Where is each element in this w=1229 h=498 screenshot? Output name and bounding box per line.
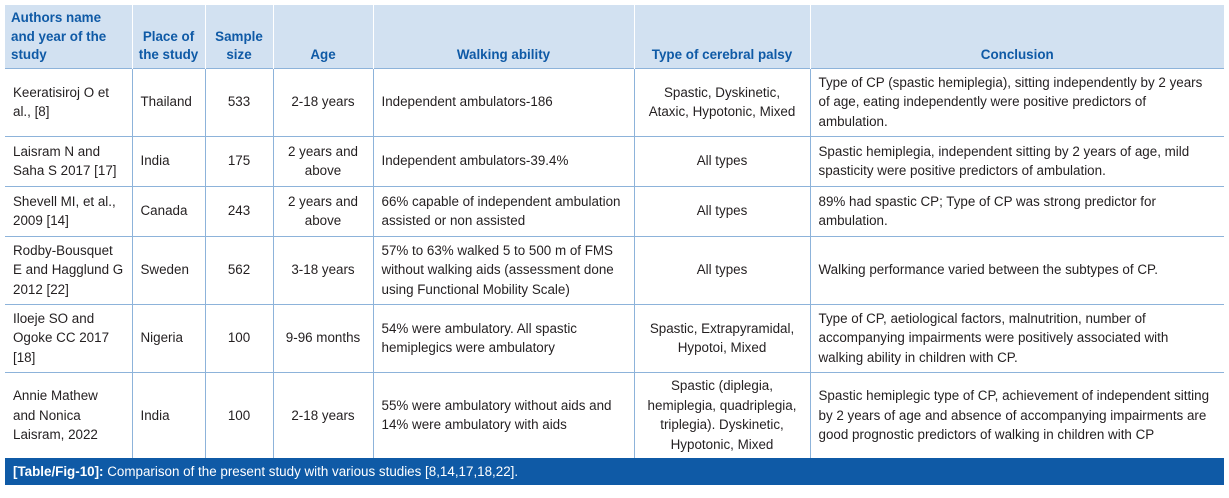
cell-age: 2-18 years xyxy=(273,68,373,136)
cell-walking-ability: 66% capable of independent ambulation assisted or non assisted xyxy=(373,186,634,236)
header-age: Age xyxy=(273,5,373,68)
cell-age: 2-18 years xyxy=(273,372,373,458)
cell-cp-type: All types xyxy=(634,236,810,304)
cell-conclusion: Spastic hemiplegic type of CP, achievement of independent sitting by 2 years of age and absence of accompanying impairments are good prognostic predictors of walking in children with CP xyxy=(810,372,1224,458)
cell-walking-ability: 55% were ambulatory without aids and 14% were ambulatory with aids xyxy=(373,372,634,458)
table-figure xyxy=(5,5,1224,485)
header-place: Place of the study xyxy=(132,5,205,68)
table-header-row xyxy=(5,5,1224,68)
cell-place: Sweden xyxy=(132,236,205,304)
cell-authors: Laisram N and Saha S 2017 [17] xyxy=(5,136,132,186)
table-caption xyxy=(5,458,1224,485)
cell-age: 9-96 months xyxy=(273,304,373,372)
table-row xyxy=(5,68,1224,136)
cell-walking-ability: 57% to 63% walked 5 to 500 m of FMS without walking aids (assessment done using Functional Mobility Scale) xyxy=(373,236,634,304)
cell-conclusion: 89% had spastic CP; Type of CP was strong predictor for ambulation. xyxy=(810,186,1224,236)
cell-walking-ability: Independent ambulators-186 xyxy=(373,68,634,136)
caption-label: [Table/Fig-10]: xyxy=(13,464,104,479)
table-row xyxy=(5,186,1224,236)
cell-place: India xyxy=(132,372,205,458)
cell-age: 3-18 years xyxy=(273,236,373,304)
cell-walking-ability: Independent ambulators-39.4% xyxy=(373,136,634,186)
cell-cp-type: All types xyxy=(634,136,810,186)
header-walking-ability: Walking ability xyxy=(373,5,634,68)
cell-conclusion: Walking performance varied between the subtypes of CP. xyxy=(810,236,1224,304)
header-conclusion: Conclusion xyxy=(810,5,1224,68)
header-authors: Authors name and year of the study xyxy=(5,5,132,68)
cell-authors: Shevell MI, et al., 2009 [14] xyxy=(5,186,132,236)
header-cp-type: Type of cerebral palsy xyxy=(634,5,810,68)
cell-authors: Keeratisiroj O et al., [8] xyxy=(5,68,132,136)
cell-place: India xyxy=(132,136,205,186)
cell-authors: Rodby-Bousquet E and Hagglund G 2012 [22] xyxy=(5,236,132,304)
table-row xyxy=(5,236,1224,304)
cell-sample-size: 562 xyxy=(205,236,273,304)
table-row xyxy=(5,136,1224,186)
cell-age: 2 years and above xyxy=(273,136,373,186)
cell-conclusion: Type of CP, aetiological factors, malnutrition, number of accompanying impairments were positively associated with walking ability in children with CP. xyxy=(810,304,1224,372)
cell-sample-size: 100 xyxy=(205,304,273,372)
cell-sample-size: 533 xyxy=(205,68,273,136)
cell-sample-size: 175 xyxy=(205,136,273,186)
cell-sample-size: 243 xyxy=(205,186,273,236)
table-row xyxy=(5,372,1224,458)
cell-cp-type: Spastic, Extrapyramidal, Hypotoi, Mixed xyxy=(634,304,810,372)
cell-authors: Annie Mathew and Nonica Laisram, 2022 xyxy=(5,372,132,458)
table-row xyxy=(5,304,1224,372)
cell-age: 2 years and above xyxy=(273,186,373,236)
cell-place: Nigeria xyxy=(132,304,205,372)
cell-cp-type: Spastic (diplegia, hemiplegia, quadriplegia, triplegia). Dyskinetic, Hypotonic, Mixed xyxy=(634,372,810,458)
comparison-table xyxy=(5,5,1224,458)
cell-sample-size: 100 xyxy=(205,372,273,458)
header-sample-size: Sample size xyxy=(205,5,273,68)
cell-conclusion: Type of CP (spastic hemiplegia), sitting independently by 2 years of age, eating independently were positive predictors of ambulation. xyxy=(810,68,1224,136)
cell-place: Thailand xyxy=(132,68,205,136)
cell-cp-type: Spastic, Dyskinetic, Ataxic, Hypotonic, Mixed xyxy=(634,68,810,136)
cell-walking-ability: 54% were ambulatory. All spastic hemiplegics were ambulatory xyxy=(373,304,634,372)
caption-text: Comparison of the present study with various studies [8,14,17,18,22]. xyxy=(103,464,519,479)
cell-cp-type: All types xyxy=(634,186,810,236)
cell-place: Canada xyxy=(132,186,205,236)
cell-authors: Iloeje SO and Ogoke CC 2017 [18] xyxy=(5,304,132,372)
cell-conclusion: Spastic hemiplegia, independent sitting by 2 years of age, mild spasticity were positive predictors of ambulation. xyxy=(810,136,1224,186)
